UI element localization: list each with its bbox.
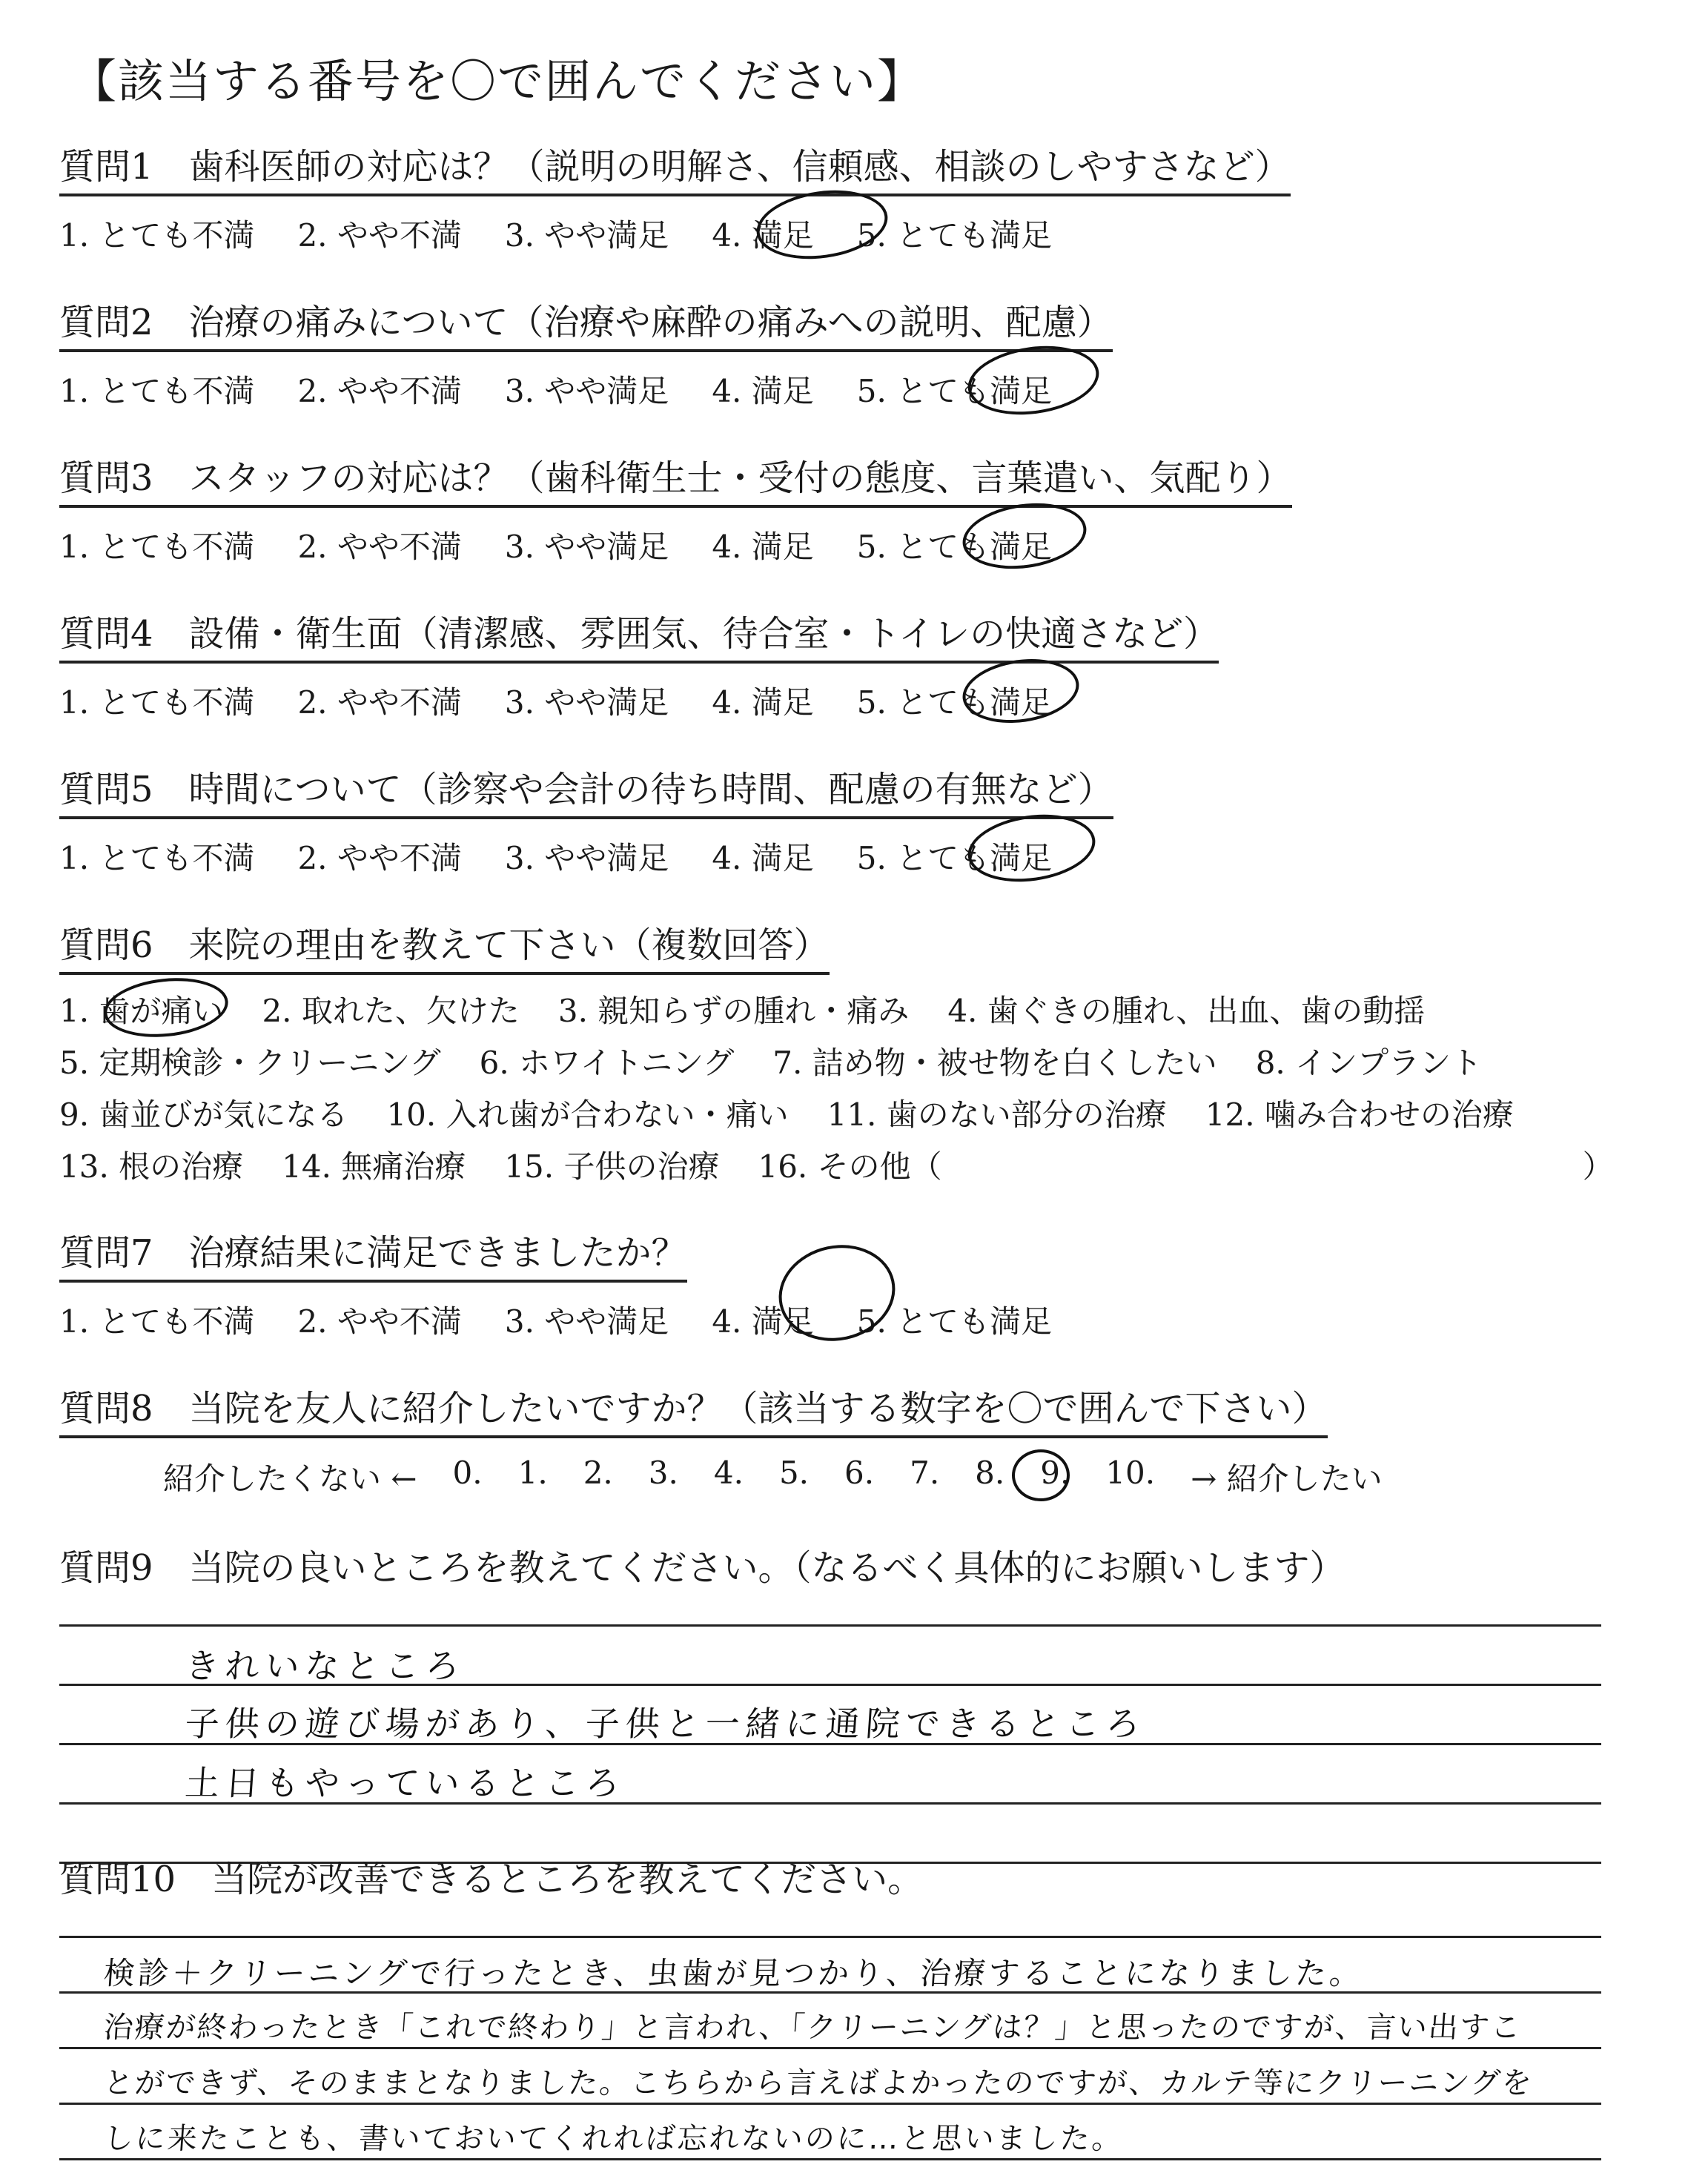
question-label: 質問5 時間について（診察や会計の待ち時間、配慮の有無など）: [59, 767, 1113, 819]
scale-2[interactable]: 2.: [583, 1455, 613, 1491]
option-3[interactable]: 3. やや満足: [504, 684, 669, 721]
handwritten-answer: 治療が終わったとき「これで終わり」と言われ、「クリーニングは？」と思ったのですが、言い出すこ: [102, 2011, 1523, 2045]
scale-9[interactable]: 9.: [1040, 1455, 1070, 1491]
rule-line: [59, 2047, 1601, 2049]
option-3[interactable]: 3. やや満足: [504, 1303, 669, 1340]
reason-option[interactable]: 14. 無痛治療: [282, 1148, 466, 1185]
option-2[interactable]: 2. やや不満: [297, 529, 462, 565]
other-field[interactable]: [981, 1141, 1544, 1193]
reason-option[interactable]: 10. 入れ歯が合わない・痛い: [386, 1097, 789, 1133]
rule-line: [59, 2103, 1601, 2105]
answer-options: [59, 1297, 1646, 1342]
reason-row: [59, 1141, 1646, 1193]
page-title: 【該当する番号を〇で囲んでください】: [70, 54, 925, 108]
option-2[interactable]: 2. やや不満: [297, 840, 462, 876]
question-7: [59, 1231, 1646, 1342]
reason-option[interactable]: 7. 詰め物・被せ物を白くしたい: [772, 1045, 1217, 1081]
scale-1[interactable]: 1.: [517, 1455, 548, 1491]
scale-4[interactable]: 4.: [713, 1455, 744, 1491]
question-3: [59, 456, 1646, 567]
question-label: 質問3 スタッフの対応は？（歯科衛生士・受付の態度、言葉遣い、気配り）: [59, 456, 1292, 508]
question-label: 質問2 治療の痛みについて（治療や麻酔の痛みへの説明、配慮）: [59, 300, 1113, 352]
answer-lines[interactable]: [59, 1921, 1601, 2173]
scale-left-label: 紹介したくない ←: [163, 1461, 417, 1497]
option-2[interactable]: 2. やや不満: [297, 1303, 462, 1340]
rule-line: [59, 1936, 1601, 1938]
question-label: 質問1 歯科医師の対応は？（説明の明解さ、信頼感、相談のしやすさなど）: [59, 145, 1291, 196]
question-9: [59, 1546, 1646, 1884]
option-4[interactable]: 4. 満足: [712, 217, 814, 254]
reason-option[interactable]: 5. 定期検診・クリーニング: [59, 1045, 441, 1081]
reason-option[interactable]: 6. ホワイトニング: [479, 1045, 735, 1081]
answer-options: [59, 834, 1646, 879]
question-6: [59, 923, 1646, 1193]
option-1[interactable]: 1. とても不満: [59, 529, 255, 565]
option-5[interactable]: 5. とても満足: [856, 529, 1053, 565]
option-3[interactable]: 3. やや満足: [504, 529, 669, 565]
reason-option[interactable]: 13. 根の治療: [59, 1148, 244, 1185]
option-5[interactable]: 5. とても満足: [856, 1303, 1053, 1340]
option-5[interactable]: 5. とても満足: [856, 373, 1053, 409]
reason-option[interactable]: 16. その他（: [758, 1148, 942, 1185]
question-8: [59, 1386, 1646, 1499]
reason-option[interactable]: 1. 歯が痛い: [59, 993, 224, 1029]
question-10: [59, 1857, 1646, 2173]
option-4[interactable]: 4. 満足: [712, 840, 814, 876]
reason-options: [59, 985, 1646, 1193]
handwritten-answer: 土日もやっているところ: [183, 1763, 627, 1803]
reason-option[interactable]: 9. 歯並びが気になる: [59, 1097, 348, 1133]
reason-option[interactable]: 3. 親知らずの腫れ・痛み: [557, 993, 910, 1029]
reason-option[interactable]: 15. 子供の治療: [504, 1148, 720, 1185]
option-5[interactable]: 5. とても満足: [856, 684, 1053, 721]
answer-lines[interactable]: [59, 1610, 1601, 1884]
option-3[interactable]: 3. やや満足: [504, 373, 669, 409]
other-close-paren: ）: [1582, 1148, 1614, 1185]
option-1[interactable]: 1. とても不満: [59, 684, 255, 721]
rule-line: [59, 1624, 1601, 1627]
question-label: 質問10 当院が改善できるところを教えてください。: [59, 1859, 924, 1900]
reason-option[interactable]: 8. インプラント: [1255, 1045, 1483, 1081]
reason-row: [59, 1089, 1646, 1141]
option-3[interactable]: 3. やや満足: [504, 840, 669, 876]
question-label: 質問9 当院の良いところを教えてください。（なるべく具体的にお願いします）: [59, 1547, 1345, 1589]
answer-options: [59, 523, 1646, 567]
option-2[interactable]: 2. やや不満: [297, 373, 462, 409]
handwritten-answer: とができず、そのままとなりました。こちらから言えばよかったのですが、カルテ等にクリーニングを: [102, 2066, 1535, 2100]
option-4[interactable]: 4. 満足: [712, 373, 814, 409]
handwritten-answer: しに来たことも、書いておいてくれれば忘れないのに…と思いました。: [102, 2122, 1125, 2156]
reason-row: [59, 985, 1646, 1037]
question-1: [59, 145, 1646, 256]
recommend-scale: [59, 1455, 1646, 1499]
option-1[interactable]: 1. とても不満: [59, 1303, 255, 1340]
question-label: 質問6 来院の理由を教えて下さい（複数回答）: [59, 923, 830, 975]
answer-options: [59, 367, 1646, 411]
reason-option[interactable]: 2. 取れた、欠けた: [262, 993, 520, 1029]
answer-options: [59, 211, 1646, 256]
scale-10[interactable]: 10.: [1105, 1455, 1156, 1491]
question-label: 質問4 設備・衛生面（清潔感、雰囲気、待合室・トイレの快適さなど）: [59, 612, 1219, 664]
reason-row: [59, 1037, 1646, 1089]
scale-7[interactable]: 7.: [910, 1455, 940, 1491]
question-label: 質問7 治療結果に満足できましたか？: [59, 1231, 687, 1283]
scale-8[interactable]: 8.: [975, 1455, 1005, 1491]
scale-right-label: → 紹介したい: [1191, 1461, 1383, 1497]
reason-option[interactable]: 11. 歯のない部分の治療: [827, 1097, 1167, 1133]
reason-option[interactable]: 12. 噛み合わせの治療: [1205, 1097, 1514, 1133]
question-5: [59, 767, 1646, 879]
handwritten-answer: 検診＋クリーニングで行ったとき、虫歯が見つかり、治療することになりました。: [102, 1955, 1366, 1991]
reason-option[interactable]: 4. 歯ぐきの腫れ、出血、歯の動揺: [947, 993, 1426, 1029]
question-label: 質問8 当院を友人に紹介したいですか？（該当する数字を〇で囲んで下さい）: [59, 1386, 1328, 1438]
scale-6[interactable]: 6.: [844, 1455, 875, 1491]
option-1[interactable]: 1. とても不満: [59, 373, 255, 409]
handwritten-answer: 子供の遊び場があり、子供と一緒に通院できるところ: [183, 1704, 1148, 1744]
scale-5[interactable]: 5.: [778, 1455, 810, 1491]
question-2: [59, 300, 1646, 411]
option-2[interactable]: 2. やや不満: [297, 217, 462, 254]
option-4[interactable]: 4. 満足: [712, 1303, 814, 1340]
option-1[interactable]: 1. とても不満: [59, 840, 255, 876]
handwritten-answer: きれいなところ: [183, 1646, 467, 1686]
scale-3[interactable]: 3.: [648, 1455, 678, 1491]
question-4: [59, 612, 1646, 723]
option-1[interactable]: 1. とても不満: [59, 217, 255, 254]
option-4[interactable]: 4. 満足: [712, 684, 814, 721]
option-3[interactable]: 3. やや満足: [504, 217, 669, 254]
option-2[interactable]: 2. やや不満: [297, 684, 462, 721]
option-5[interactable]: 5. とても満足: [856, 840, 1053, 876]
option-4[interactable]: 4. 満足: [712, 529, 814, 565]
option-5[interactable]: 5. とても満足: [856, 217, 1053, 254]
answer-options: [59, 678, 1646, 723]
scale-0[interactable]: 0.: [452, 1455, 483, 1491]
